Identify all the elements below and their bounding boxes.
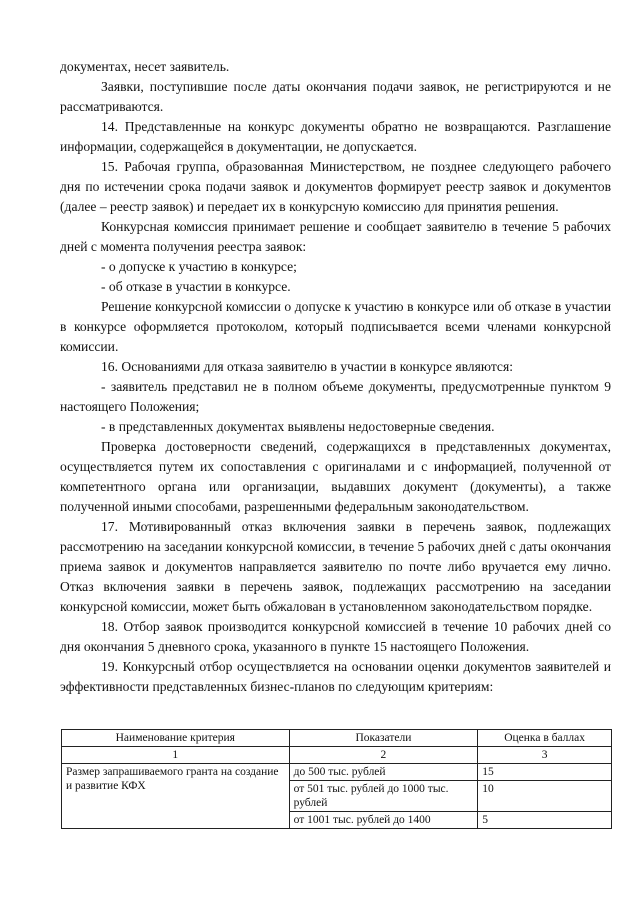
paragraph: документах, несет заявитель.	[60, 59, 230, 74]
document-body	[60, 57, 611, 697]
paragraph: 16. Основаниями для отказа заявителю в участии в конкурсе являются:	[101, 359, 513, 374]
paragraph: - о допуске к участию в конкурсе;	[101, 259, 297, 274]
criterion-name: Размер запрашиваемого гранта на создание и развитие КФХ	[62, 764, 290, 829]
indicator-cell: от 501 тыс. рублей до 1000 тыс. рублей	[289, 781, 478, 812]
column-number: 3	[478, 747, 612, 764]
paragraph: Проверка достоверности сведений, содержащихся в представленных документах, осуществляется путем их сопоставления с оригиналами и с информацией, полученной от компетентного органа или организации, выдавших документ (документы), а также полученной иными способами, разрешенными федеральным законодательством.	[60, 439, 611, 514]
paragraph: 17. Мотивированный отказ включения заявки в перечень заявок, подлежащих рассмотрению на заседании конкурсной комиссии, в течение 5 рабочих дней с даты окончания приема заявок и документов направляется заявителю по почте либо вручается ему лично. Отказ включения заявки в перечень заявок, подлежащих рассмотрению на заседании конкурсной комиссии, может быть обжалован в установленном законодательством порядке.	[60, 519, 611, 614]
header-indicators: Показатели	[289, 730, 478, 747]
table-row	[62, 764, 612, 781]
criteria-table	[61, 729, 612, 829]
column-number: 2	[289, 747, 478, 764]
score-cell: 5	[478, 812, 612, 829]
score-cell: 10	[478, 781, 612, 812]
paragraph: - в представленных документах выявлены недостоверные сведения.	[101, 419, 495, 434]
header-criterion: Наименование критерия	[62, 730, 290, 747]
column-number: 1	[62, 747, 290, 764]
paragraph: 14. Представленные на конкурс документы обратно не возвращаются. Разглашение информации, содержащейся в документации, не допускается.	[60, 119, 611, 154]
paragraph: 18. Отбор заявок производится конкурсной комиссией в течение 10 рабочих дней со дня окончания 5 дневного срока, указанного в пункте 15 настоящего Положения.	[60, 619, 611, 654]
indicator-cell: до 500 тыс. рублей	[289, 764, 478, 781]
paragraph: 19. Конкурсный отбор осуществляется на основании оценки документов заявителей и эффективности представленных бизнес-планов по следующим критериям:	[60, 659, 611, 694]
table-header-row	[62, 730, 612, 747]
paragraph: - заявитель представил не в полном объеме документы, предусмотренные пунктом 9 настоящего Положения;	[60, 379, 611, 414]
paragraph: Заявки, поступившие после даты окончания подачи заявок, не регистрируются и не рассматриваются.	[60, 79, 611, 114]
paragraph: 15. Рабочая группа, образованная Министерством, не позднее следующего рабочего дня по истечении срока подачи заявок и документов формирует реестр заявок и документов (далее – реестр заявок) и передает их в конкурсную комиссию для принятия решения.	[60, 159, 611, 214]
indicator-cell: от 1001 тыс. рублей до 1400	[289, 812, 478, 829]
paragraph: - об отказе в участии в конкурсе.	[101, 279, 291, 294]
score-cell: 15	[478, 764, 612, 781]
table-number-row	[62, 747, 612, 764]
paragraph: Решение конкурсной комиссии о допуске к участию в конкурсе или об отказе в участии в конкурсе оформляется протоколом, который подписывается всеми членами конкурсной комиссии.	[60, 299, 611, 354]
header-score: Оценка в баллах	[478, 730, 612, 747]
paragraph: Конкурсная комиссия принимает решение и сообщает заявителю в течение 5 рабочих дней с момента получения реестра заявок:	[60, 219, 611, 254]
